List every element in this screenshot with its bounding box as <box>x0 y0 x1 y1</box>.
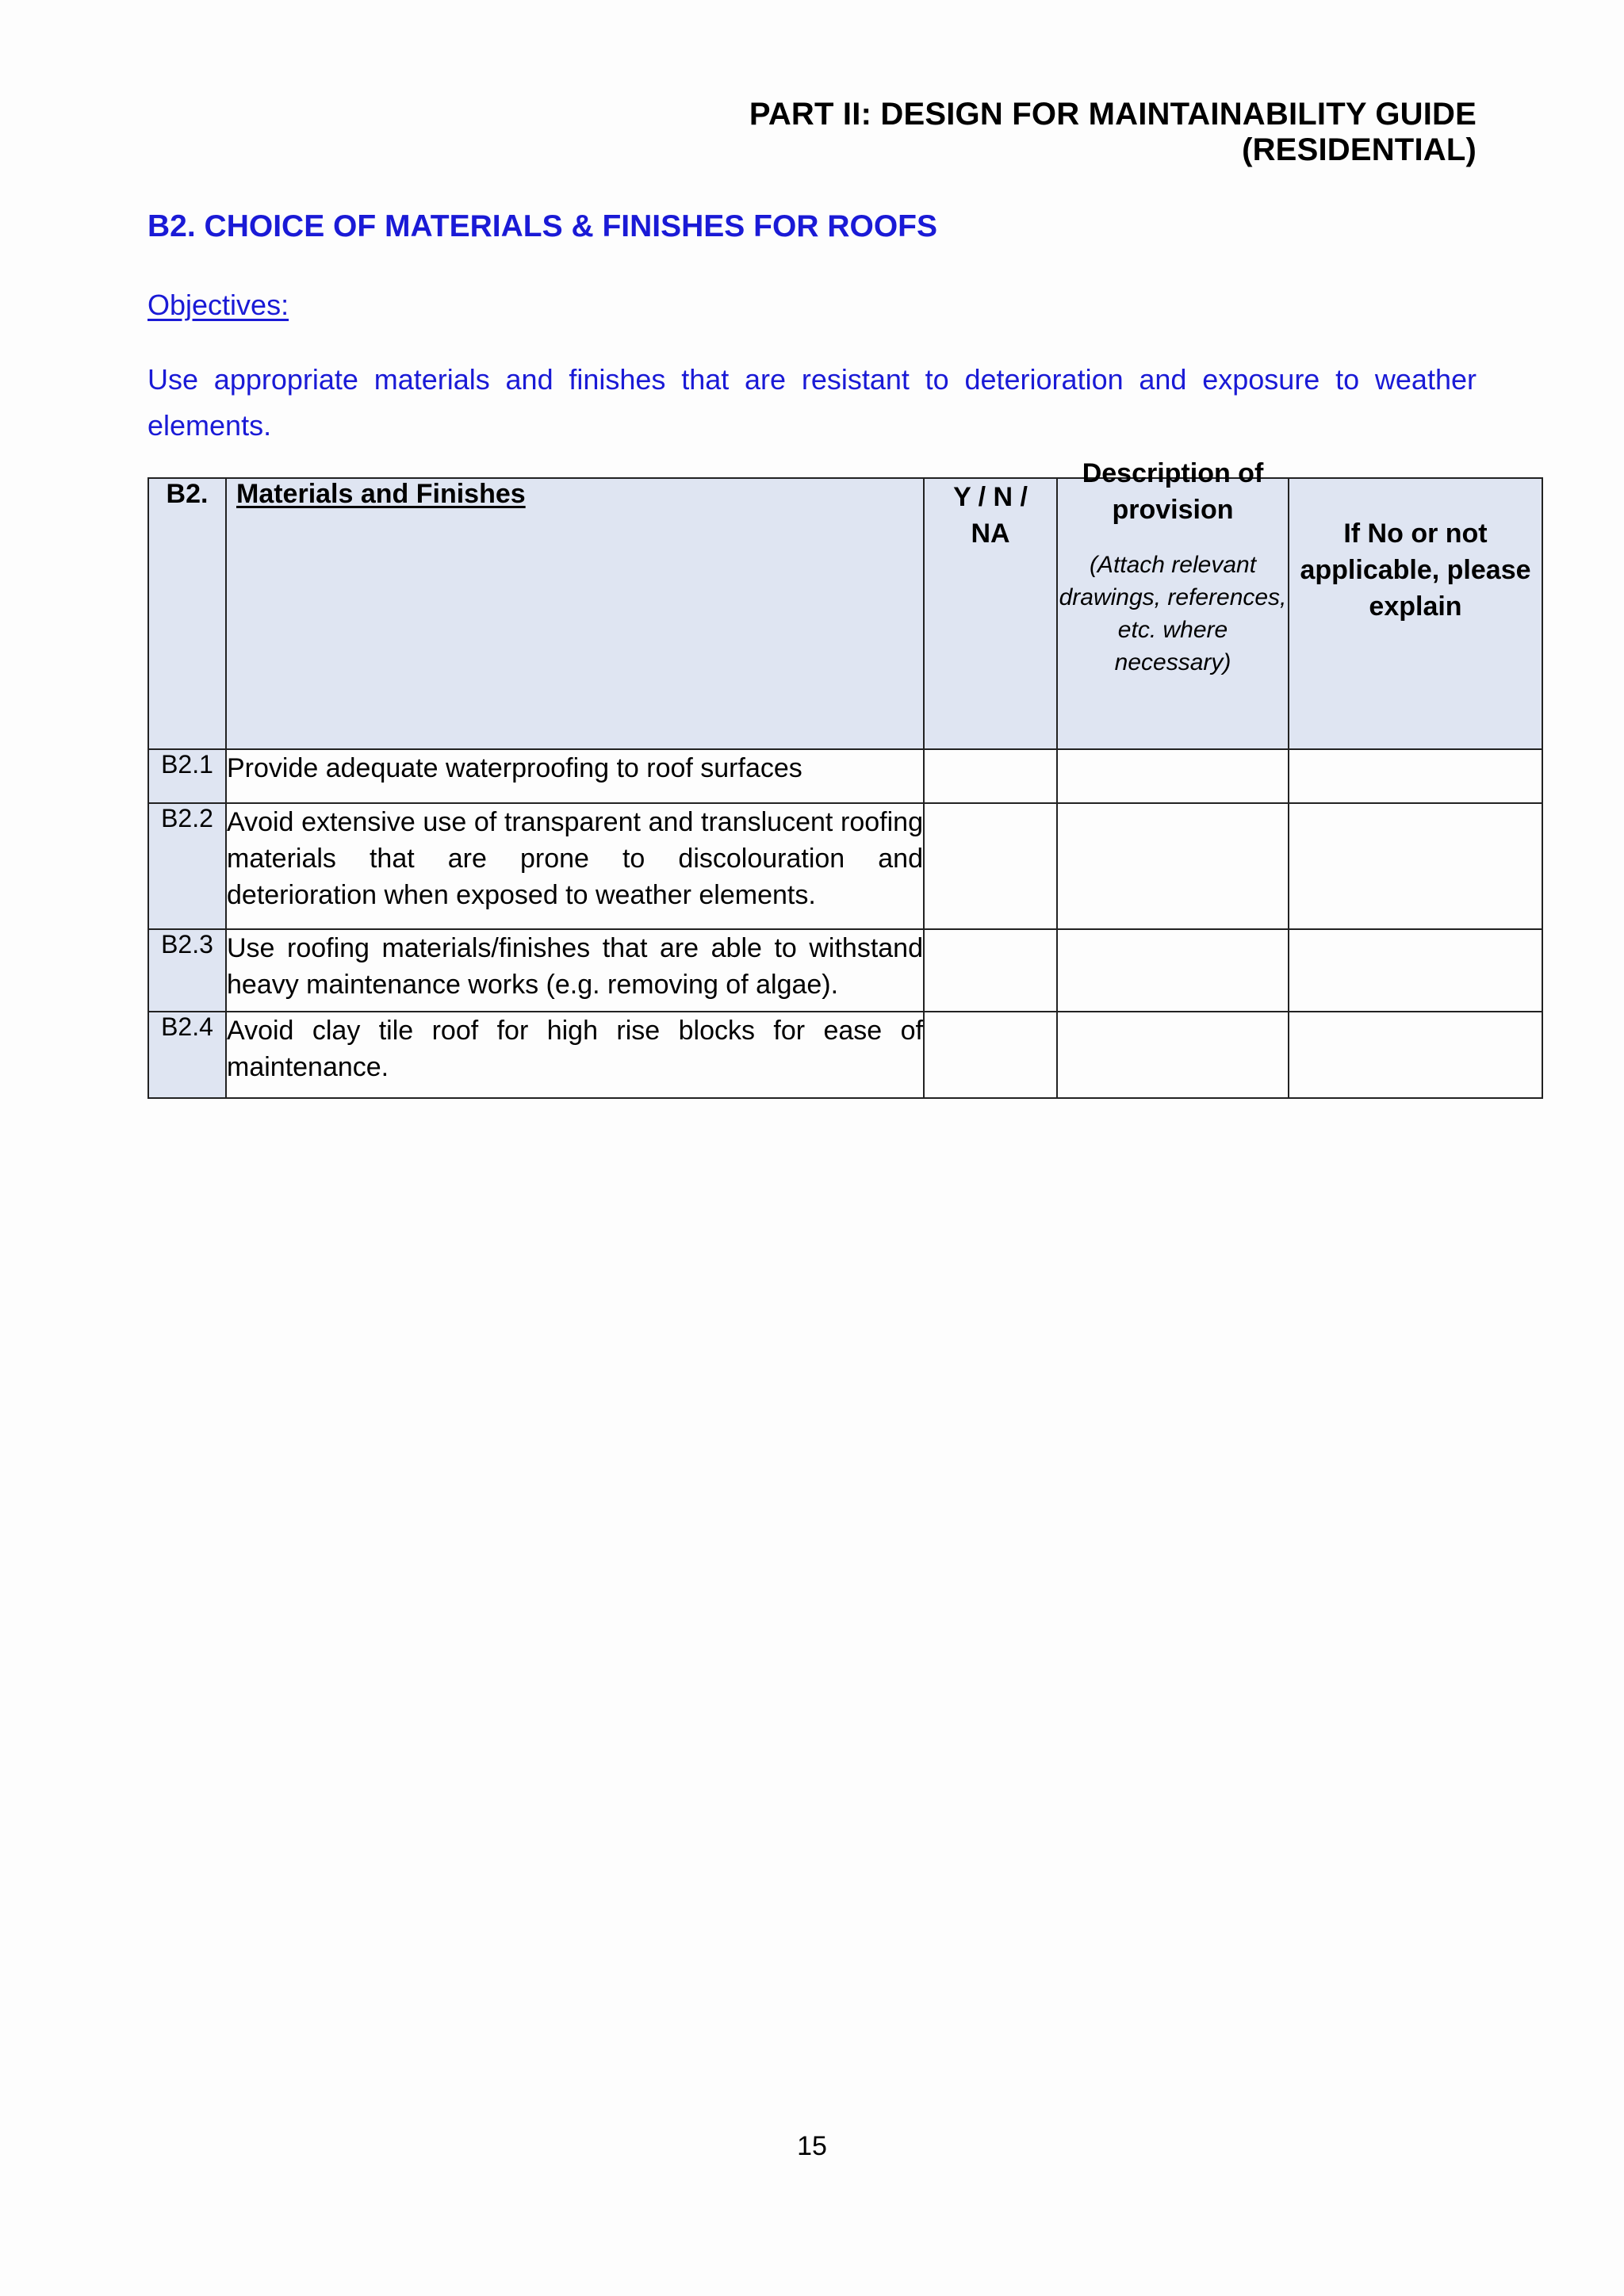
row-explain-cell[interactable] <box>1289 1012 1542 1098</box>
header-item <box>226 478 924 749</box>
row-code: B2.1 <box>148 749 226 803</box>
row-code: B2.3 <box>148 929 226 1012</box>
section-title: B2. CHOICE OF MATERIALS & FINISHES FOR ROOFS <box>147 209 937 243</box>
table-row <box>148 1012 1542 1098</box>
header-code: B2. <box>148 478 226 749</box>
row-text: Provide adequate waterproofing to roof surfaces <box>226 749 924 803</box>
header-explain: If No or not applicable, please explain <box>1289 478 1542 749</box>
row-code: B2.2 <box>148 803 226 929</box>
row-description-cell[interactable] <box>1057 929 1289 1012</box>
page-header: PART II: DESIGN FOR MAINTAINABILITY GUIDE (RESIDENTIAL) <box>749 97 1477 167</box>
header-yn-label: Y / N / NA <box>953 482 1028 549</box>
row-yn-cell[interactable] <box>924 1012 1057 1098</box>
checklist-table <box>147 458 1543 1099</box>
table-row <box>148 929 1542 1012</box>
row-description-cell[interactable] <box>1057 749 1289 803</box>
row-code: B2.4 <box>148 1012 226 1098</box>
table-row <box>148 749 1542 803</box>
header-yn <box>924 478 1057 749</box>
row-text: Use roofing materials/finishes that are able to withstand heavy maintenance works (e.g. removing of algae). <box>226 929 924 1012</box>
row-description-cell[interactable] <box>1057 1012 1289 1098</box>
row-text: Avoid clay tile roof for high rise blocks for ease of maintenance. <box>226 1012 924 1098</box>
header-item-label: Materials and Finishes <box>236 479 526 509</box>
row-explain-cell[interactable] <box>1289 749 1542 803</box>
row-yn-cell[interactable] <box>924 749 1057 803</box>
row-text: Avoid extensive use of transparent and translucent roofing materials that are prone to discolouration and deterioration when exposed to weather elements. <box>226 803 924 929</box>
header-description-label: Description of provision <box>1082 458 1264 525</box>
table-header-row <box>148 478 1542 749</box>
row-explain-cell[interactable] <box>1289 929 1542 1012</box>
objectives-label: Objectives: <box>147 289 289 321</box>
objectives-text: Use appropriate materials and finishes that are resistant to deterioration and exposure to weather elements. <box>147 363 1477 442</box>
header-description-note: (Attach relevant drawings, references, etc. where necessary) <box>1059 552 1287 675</box>
row-yn-cell[interactable] <box>924 803 1057 929</box>
row-explain-cell[interactable] <box>1289 803 1542 929</box>
row-description-cell[interactable] <box>1057 803 1289 929</box>
table-row <box>148 803 1542 929</box>
header-description <box>1057 458 1289 749</box>
page-number: 15 <box>797 2131 827 2161</box>
row-yn-cell[interactable] <box>924 929 1057 1012</box>
